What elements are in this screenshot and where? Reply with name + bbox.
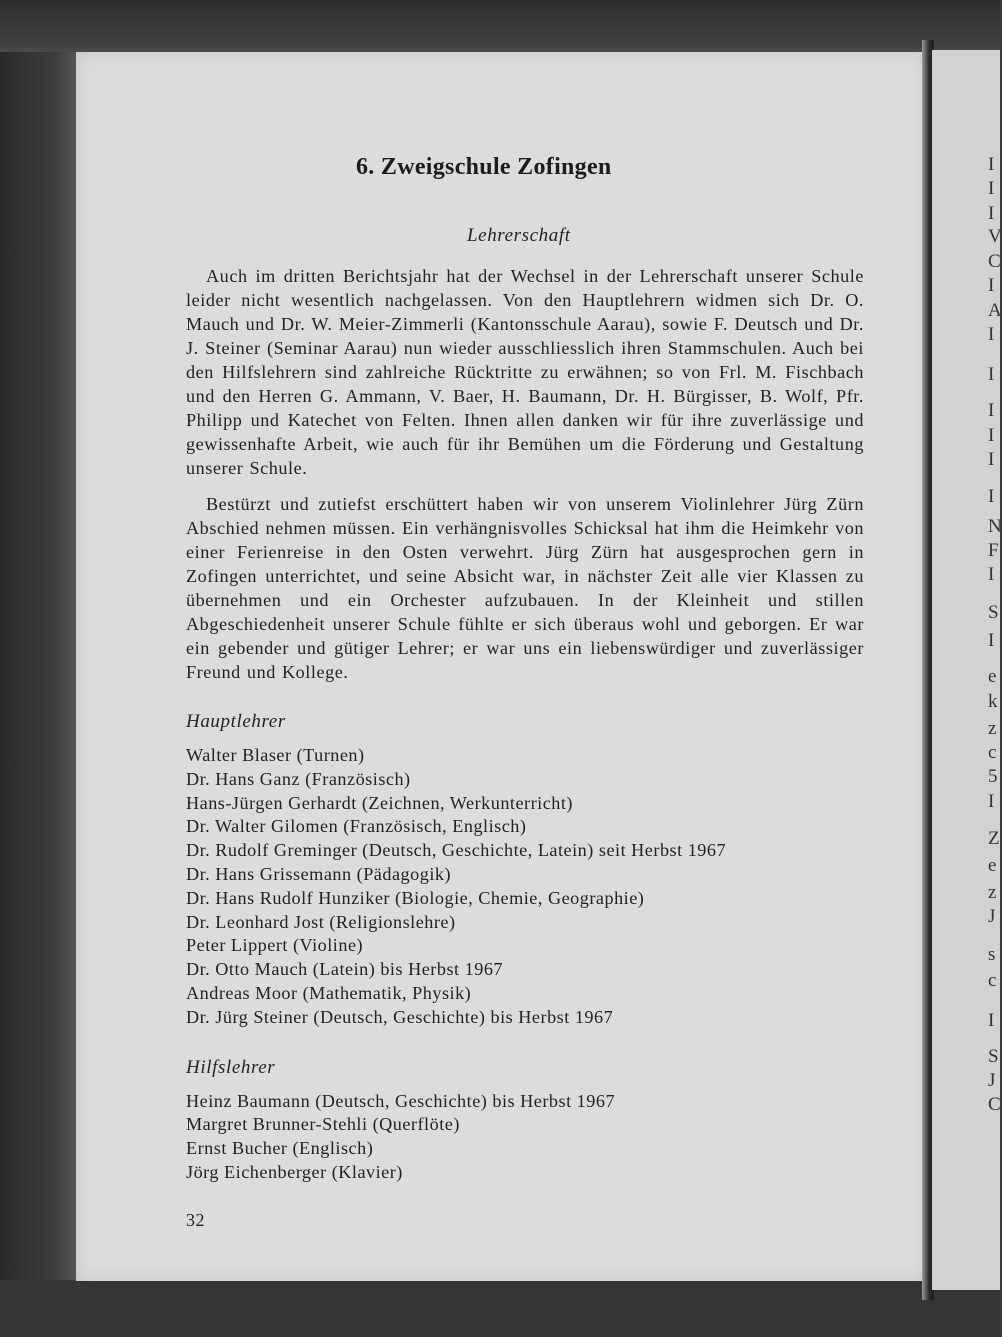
list-item: Walter Blaser (Turnen) [186, 745, 365, 765]
adjacent-page-glyph: C [988, 1094, 1001, 1115]
hauptlehrer-heading: Hauptlehrer [186, 711, 286, 732]
adjacent-page-glyph: I [988, 203, 995, 224]
adjacent-page-glyph: I [988, 364, 995, 385]
hauptlehrer-list [186, 744, 864, 1030]
adjacent-page-glyph: S [988, 602, 999, 623]
adjacent-page-glyph: Z [988, 828, 1000, 849]
list-item: Dr. Hans Rudolf Hunziker (Biologie, Chemie, Geographie) [186, 887, 645, 908]
adjacent-page-edge [932, 50, 1000, 1290]
adjacent-page-glyph: I [988, 564, 995, 585]
adjacent-page-glyph: C [988, 251, 1001, 272]
hilfslehrer-list [186, 1090, 864, 1185]
list-item: Peter Lippert (Violine) [186, 935, 364, 956]
adjacent-page-glyph: I [988, 178, 995, 199]
list-item: Dr. Jürg Steiner (Deutsch, Geschichte) bis Herbst 1967 [186, 1006, 614, 1027]
adjacent-page-glyph: I [988, 324, 995, 345]
adjacent-page-glyph: e [988, 855, 997, 876]
adjacent-page-glyph: I [988, 1010, 995, 1031]
adjacent-page-glyph: z [988, 882, 997, 903]
list-item: Dr. Otto Mauch (Latein) bis Herbst 1967 [186, 959, 504, 980]
list-item: Margret Brunner-Stehli (Querflöte) [186, 1114, 460, 1135]
page-content [186, 150, 864, 1185]
paragraph-2: Bestürzt und zutiefst erschüttert haben wir von unserem Violinlehrer Jürg Zürn Abschied nehmen müssen. Ein verhängnisvolles Schicksal hat ihm die Heimkehr von einer Ferienreise in den Osten verwehrt. Jürg Zürn hat ausgesprochen gern in Zofingen unterrichtet, und seine Absicht war, in nächster Zeit alle vier Klassen zu übernehmen und ein Orchester aufzubauen. In der Kleinheit und stillen Abgeschiedenheit unserer Schule fühlte er sich überaus wohl und geborgen. Er war ein gebender und gütiger Lehrer; er war uns ein liebenswürdiger und zuverlässiger Freund und Kollege. [186, 494, 864, 682]
adjacent-page-glyph: J [988, 1070, 996, 1091]
adjacent-page-glyph: A [988, 300, 1002, 321]
page-number: 32 [186, 1210, 205, 1230]
adjacent-page-glyph: I [988, 425, 995, 446]
list-item: Dr. Hans Ganz (Französisch) [186, 768, 411, 789]
adjacent-page-glyph: F [988, 540, 999, 561]
adjacent-page-glyph: I [988, 486, 995, 507]
adjacent-page-glyph: I [988, 449, 995, 470]
scan-background-bottom [0, 1280, 1000, 1337]
scan-background-top [0, 0, 1000, 52]
hilfslehrer-heading: Hilfslehrer [186, 1056, 276, 1078]
section-subtitle: Lehrerschaft [467, 225, 571, 246]
adjacent-page-glyph: c [988, 742, 997, 763]
list-item: Dr. Hans Grissemann (Pädagogik) [186, 863, 452, 884]
list-item: Heinz Baumann (Deutsch, Geschichte) bis Herbst 1967 [186, 1090, 616, 1111]
adjacent-page-glyph: s [988, 944, 996, 965]
list-item: Dr. Rudolf Greminger (Deutsch, Geschichte, Latein) seit Herbst 1967 [186, 840, 727, 861]
adjacent-page-glyph: V [988, 226, 1002, 247]
list-item: Jörg Eichenberger (Klavier) [186, 1161, 403, 1182]
adjacent-page-glyph: e [988, 666, 997, 687]
adjacent-page-glyph: I [988, 154, 995, 175]
paragraph-1: Auch im dritten Berichtsjahr hat der Wechsel in der Lehrerschaft unserer Schule leider nicht wesentlich nachgelassen. Von den Hauptlehrern widmen sich Dr. O. Mauch und Dr. W. Meier-Zimmerli (Kantonsschule Aarau), sowie F. Deutsch und Dr. J. Steiner (Seminar Aarau) nun wieder ausschliesslich ihren Stammschulen. Auch bei den Hilfslehrern sind zahlreiche Rücktritte zu erwähnen; so von Frl. M. Fischbach und den Herren G. Ammann, V. Baer, H. Baumann, Dr. H. Bürgisser, B. Wolf, Pfr. Philipp und Katechet von Felten. Ihnen allen danken wir für ihre zuverlässige und gewissenhafte Arbeit, wie auch für ihr Bemühen um die Förderung und Gestaltung unserer Schule. [186, 266, 864, 478]
list-item: Ernst Bucher (Englisch) [186, 1138, 374, 1159]
scan-background-left [0, 0, 76, 1337]
adjacent-page-glyph: z [988, 718, 997, 739]
adjacent-page-glyph: I [988, 400, 995, 421]
adjacent-page-glyph: k [988, 691, 998, 712]
list-item: Hans-Jürgen Gerhardt (Zeichnen, Werkunterricht) [186, 792, 573, 813]
adjacent-page-glyph: I [988, 275, 995, 296]
adjacent-page-glyph: I [988, 791, 995, 812]
adjacent-page-glyph: I [988, 630, 995, 651]
adjacent-page-glyph: J [988, 906, 996, 927]
page-title: 6. Zweigschule Zofingen [356, 154, 612, 180]
list-item: Dr. Leonhard Jost (Religionslehre) [186, 911, 456, 932]
adjacent-page-glyph: 5 [988, 766, 998, 787]
adjacent-page-glyph: N [988, 516, 1002, 537]
list-item: Dr. Walter Gilomen (Französisch, Englisch) [186, 816, 527, 837]
adjacent-page-glyph: c [988, 970, 997, 991]
list-item: Andreas Moor (Mathematik, Physik) [186, 982, 472, 1003]
adjacent-page-glyph: S [988, 1046, 999, 1067]
